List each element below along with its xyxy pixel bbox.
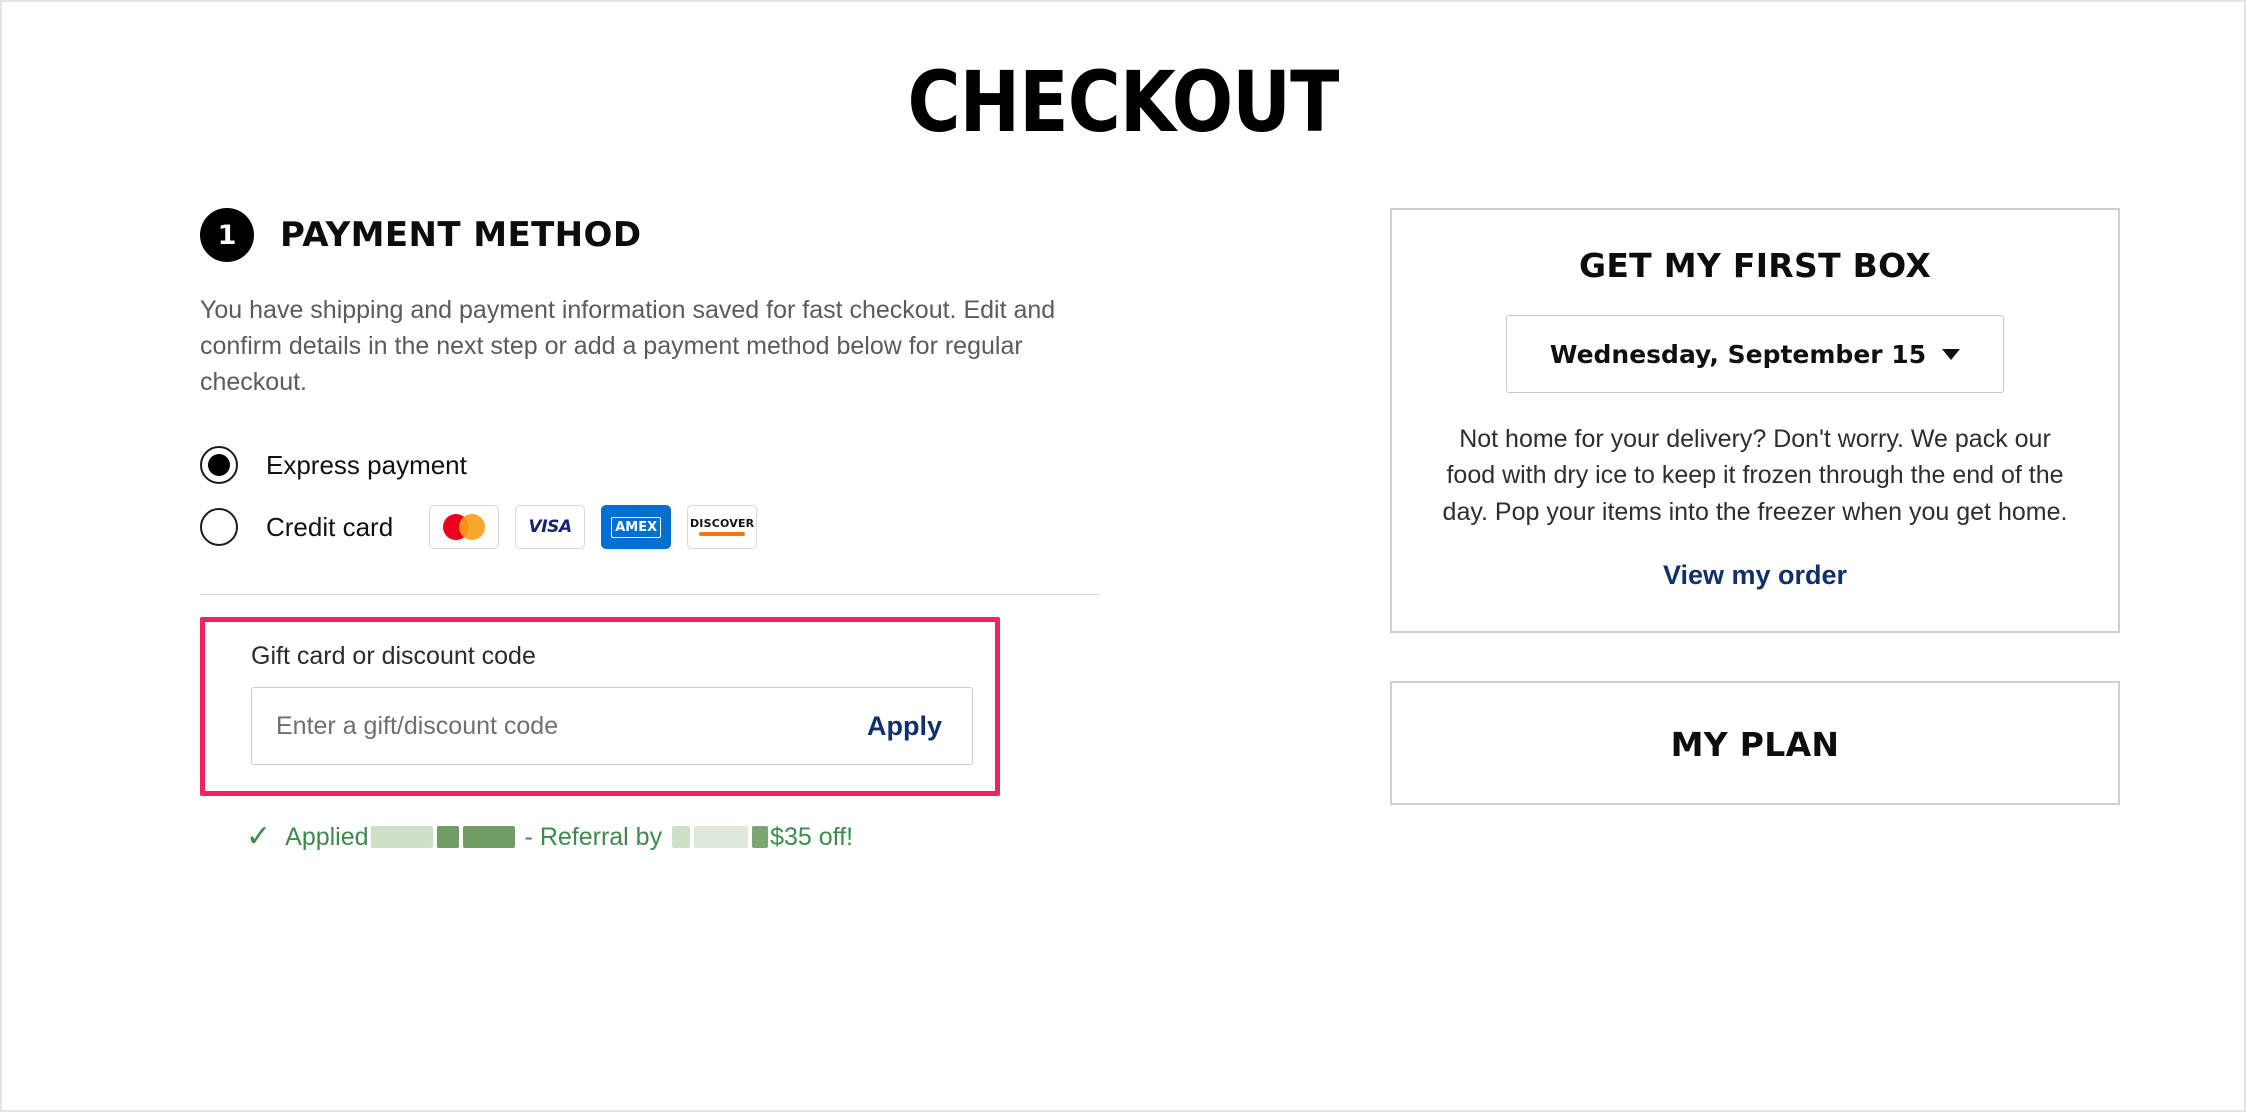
mastercard-icon — [429, 505, 499, 549]
checkout-content — [2, 208, 2244, 852]
discover-bar — [699, 532, 745, 536]
discover-label: DISCOVER — [689, 517, 755, 530]
mastercard-yellow-circle — [459, 514, 485, 540]
discover-icon — [687, 505, 757, 549]
delivery-date-select[interactable] — [1506, 315, 2004, 393]
payment-method-section — [200, 208, 1100, 852]
payment-options — [200, 434, 1100, 558]
radio-credit-card[interactable] — [200, 508, 238, 546]
payment-intro-text: You have shipping and payment information saved for fast checkout. Edit and confirm details in the next step or add a payment method below for regular checkout. — [200, 296, 1056, 396]
discover-wrap — [690, 518, 754, 536]
visa-label: VISA — [528, 517, 572, 537]
redacted-name-part-2 — [694, 826, 748, 848]
payment-option-express[interactable] — [200, 434, 1100, 496]
applied-prefix: Applied — [285, 822, 369, 851]
amex-label: AMEX — [611, 517, 661, 538]
amex-icon — [601, 505, 671, 549]
first-box-description: Not home for your delivery? Don't worry. We pack our food with dry ice to keep it frozen through the end of the day. Pop your items into the freezer when you get home. — [1442, 425, 2068, 526]
option-label-express: Express payment — [266, 449, 467, 480]
first-box-title: GET MY FIRST BOX — [1578, 246, 1932, 285]
delivery-date-value: Wednesday, September 15 — [1549, 339, 1927, 369]
radio-express-payment[interactable] — [200, 446, 238, 484]
applied-middle: - Referral by — [524, 822, 663, 851]
section-divider — [200, 594, 1100, 595]
my-plan-panel — [1390, 681, 2120, 805]
page-title: CHECKOUT — [907, 53, 1339, 151]
applied-discount-status — [246, 822, 1100, 852]
redacted-code-part-3 — [463, 826, 515, 848]
apply-discount-button[interactable]: Apply — [837, 711, 972, 742]
radio-dot-icon — [208, 454, 230, 476]
card-logos — [429, 505, 757, 549]
my-plan-title: MY PLAN — [1670, 724, 1840, 764]
discount-code-block — [200, 617, 1000, 796]
step-number-badge: 1 — [200, 208, 254, 262]
first-box-panel — [1390, 208, 2120, 633]
chevron-down-icon — [1942, 349, 1960, 360]
applied-suffix: $35 off! — [770, 822, 854, 851]
redacted-name-part-1 — [672, 826, 690, 848]
discount-label: Gift card or discount code — [251, 642, 536, 670]
redacted-code-part-2 — [437, 826, 459, 848]
redacted-code-part-1 — [371, 826, 433, 848]
discount-code-input[interactable] — [252, 712, 837, 741]
step-header — [200, 208, 1100, 262]
option-label-credit-card: Credit card — [266, 511, 394, 542]
redacted-name-part-3 — [752, 826, 768, 848]
view-my-order-link[interactable]: View my order — [1662, 559, 1848, 590]
visa-icon — [515, 505, 585, 549]
step-title: PAYMENT METHOD — [280, 215, 642, 255]
check-icon: ✓ — [246, 820, 272, 853]
mastercard-circles — [443, 514, 485, 540]
payment-option-credit-card[interactable] — [200, 496, 1100, 558]
discount-input-row[interactable] — [251, 687, 973, 765]
order-summary-column — [1390, 208, 2120, 852]
